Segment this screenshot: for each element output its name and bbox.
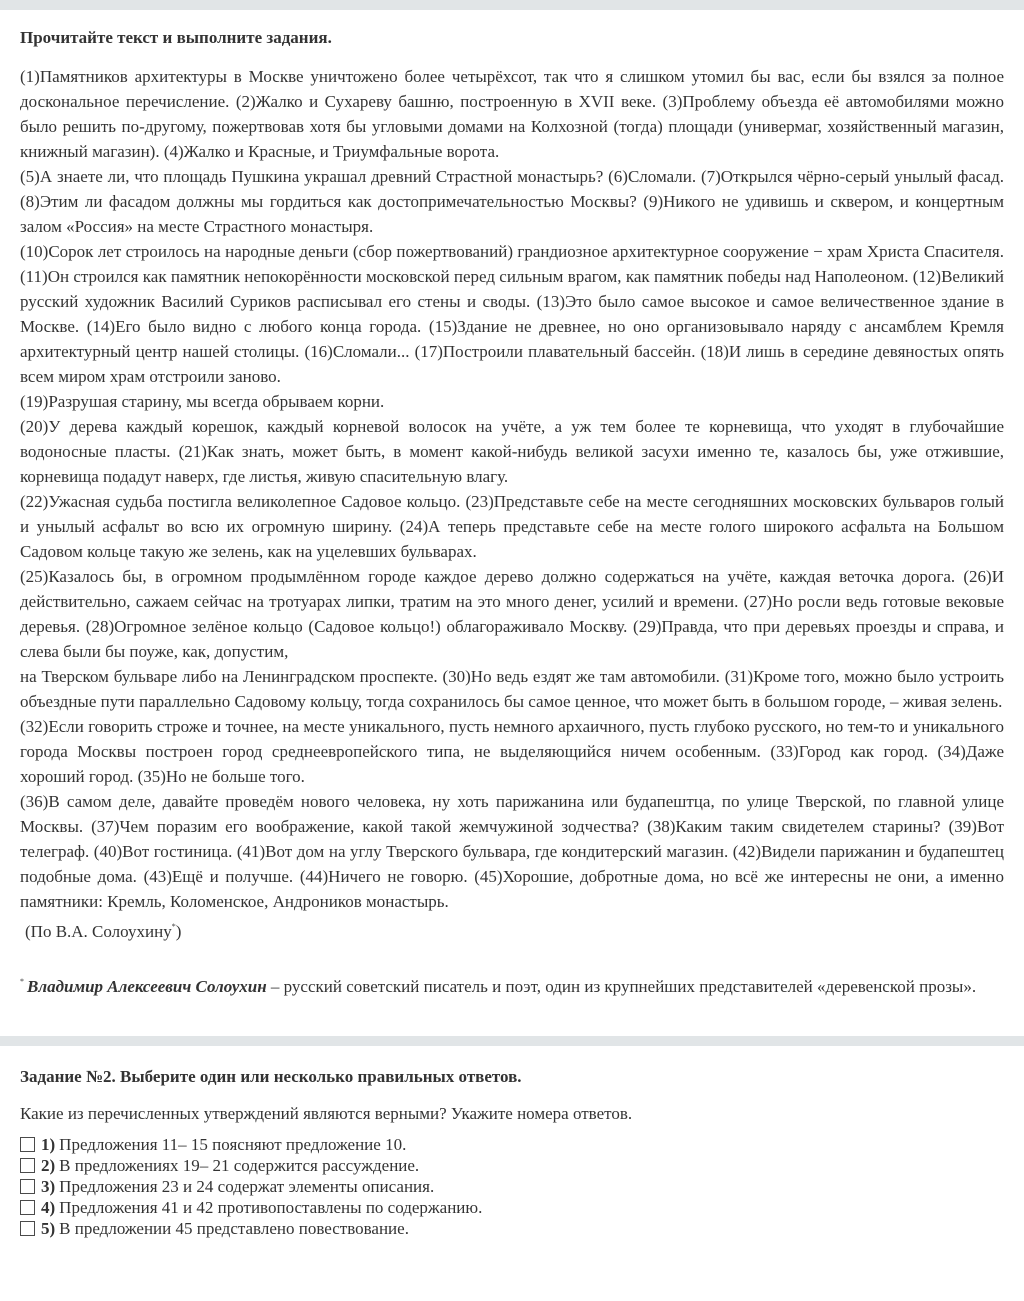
task-question: Какие из перечисленных утверждений являются верными? Укажите номера ответов.: [20, 1104, 633, 1123]
source-footnote-mark: *: [171, 922, 176, 931]
top-separator-bar: [0, 0, 1024, 10]
text-paragraph-7: (25)Казалось бы, в огромном продымлённом городе каждое дерево должно содержаться на учёте, каждая веточка дорога. (26)И действительно, сажаем сейчас на тротуарах липки, тратим на это много денег, усилий и времени. (27)Но росли ведь готовые вековые деревья. (28)Огромное зелёное кольцо (Садовое кольцо!) облагораживало Москву. (29)Правда, что при деревьях проезды и справа, и слева были бы поуже, как, допустим,: [20, 567, 1004, 661]
checkbox-2[interactable]: [20, 1158, 35, 1173]
reading-text: [20, 64, 1004, 944]
option-text: Предложения 41 и 42 противопоставлены по содержанию.: [59, 1198, 483, 1217]
option-number: 4): [41, 1198, 56, 1217]
source-text: (По В.А. Солоухину: [25, 922, 172, 941]
footnote-mark: *: [20, 977, 24, 986]
text-paragraph-8: на Тверском бульваре либо на Ленинградском проспекте. (30)Но ведь ездят же там автомобили. (31)Кроме того, можно было устроить объездные пути параллельно Садовому кольцу, тогда сохранилось бы самое ценное, что может быть в большом городе, – живая зелень.: [20, 667, 1004, 711]
answer-option-3[interactable]: [20, 1176, 1004, 1197]
section-separator-bar: [0, 1036, 1024, 1046]
option-number: 3): [41, 1177, 56, 1196]
checkbox-5[interactable]: [20, 1221, 35, 1236]
option-text: В предложениях 19– 21 содержится рассуждение.: [59, 1156, 420, 1175]
text-paragraph-1: (1)Памятников архитектуры в Москве уничтожено более четырёхсот, так что я слишком утомил бы вас, если бы взялся за полное доскональное перечисление. (2)Жалко и Сухареву башню, построенную в XVII веке. (3)Проблему объезда её автомобилями можно было решить по-другому, пожертвовав хотя бы угловыми домами на Колхозной (тогда) площади (универмаг, хозяйственный магазин, книжный магазин). (4)Жалко и Красные, и Триумфальные ворота.: [20, 67, 1004, 161]
instruction-heading: Прочитайте текст и выполните задания.: [20, 28, 332, 47]
task-title: Задание №2. Выберите один или несколько правильных ответов.: [20, 1067, 522, 1086]
text-paragraph-2: (5)А знаете ли, что площадь Пушкина украшал древний Страстной монастырь? (6)Сломали. (7)Открылся чёрно-серый унылый фасад. (8)Этим ли фасадом должны мы гордиться как достопримечательностью Москвы? (9)Никого не удивишь и сквером, и концертным залом «Россия» на месте Страстного монастыря.: [20, 167, 1004, 236]
text-paragraph-5: (20)У дерева каждый корешок, каждый корневой волосок на учёте, а уж тем более те корневища, что уходят в глубочайшие водоносные пласты. (21)Как знать, может быть, в момент какой-нибудь великой засухи именно те, казалось бы, уже отжившие, корневища подадут наверх, где листья, живую спасительную влагу.: [20, 417, 1004, 486]
source-close: ): [175, 922, 182, 941]
footnote-text: – русский советский писатель и поэт, один из крупнейших представителей «деревенской прозы».: [266, 977, 977, 996]
reading-section: [0, 10, 1024, 1036]
answer-options: [20, 1134, 1004, 1239]
author-footnote: [20, 969, 1004, 999]
answer-option-1[interactable]: [20, 1134, 1004, 1155]
checkbox-1[interactable]: [20, 1137, 35, 1152]
option-text: В предложении 45 представлено повествование.: [59, 1219, 409, 1238]
text-source: [25, 914, 1004, 944]
option-number: 5): [41, 1219, 56, 1238]
footnote-author: Владимир Алексеевич Солоухин: [27, 977, 267, 996]
text-paragraph-10: (36)В самом деле, давайте проведём нового человека, ну хоть парижанина или будапештца, по улице Тверской, по главной улице Москвы. (37)Чем поразим его воображение, какой такой жемчужиной зодчества? (38)Каким таким свидетелем старины? (39)Вот телеграф. (40)Вот гостиница. (41)Вот дом на углу Тверского бульвара, где кондитерский магазин. (42)Видели парижанин и будапештец подобные дома. (43)Ещё и получше. (44)Ничего не говорю. (45)Хорошие, добротные дома, но всё же интересны не они, а именно памятники: Кремль, Коломенское, Андроников монастырь.: [20, 792, 1004, 911]
option-number: 1): [41, 1135, 56, 1154]
answer-option-5[interactable]: [20, 1218, 1004, 1239]
text-paragraph-6: (22)Ужасная судьба постигла великолепное Садовое кольцо. (23)Представьте себе на месте сегодняшних московских бульваров голый и унылый асфальт во всю их огромную ширину. (24)А теперь представьте себе на месте голого широкого асфальта на Большом Садовом кольце такую же зелень, как на уцелевших бульварах.: [20, 492, 1004, 561]
checkbox-3[interactable]: [20, 1179, 35, 1194]
option-text: Предложения 11– 15 поясняют предложение 10.: [59, 1135, 407, 1154]
text-paragraph-4: (19)Разрушая старину, мы всегда обрываем корни.: [20, 392, 385, 411]
option-number: 2): [41, 1156, 56, 1175]
text-paragraph-9: (32)Если говорить строже и точнее, на месте уникального, пусть немного архаичного, пусть глубоко русского, но тем-то и уникального города Москвы построен город среднеевропейского типа, не выделяющийся ничем особенным. (33)Город как город. (34)Даже хороший город. (35)Но не больше того.: [20, 717, 1004, 786]
checkbox-4[interactable]: [20, 1200, 35, 1215]
text-paragraph-3: (10)Сорок лет строилось на народные деньги (сбор пожертвований) грандиозное архитектурное сооружение − храм Христа Спасителя. (11)Он строился как памятник непокорённости московской перед сильным врагом, как памятник победы над Наполеоном. (12)Великий русский художник Василий Суриков расписывал его стены и своды. (13)Это было самое высокое и самое величественное здание в Москве. (14)Его было видно с любого конца города. (15)Здание не древнее, но оно организовывало наряду с ансамблем Кремля архитектурный центр нашей столицы. (16)Сломали... (17)Построили плавательный бассейн. (18)И лишь в середине девяностых опять всем миром храм отстроили заново.: [20, 242, 1004, 386]
answer-option-4[interactable]: [20, 1197, 1004, 1218]
option-text: Предложения 23 и 24 содержат элементы описания.: [59, 1177, 435, 1196]
task-section: [0, 1046, 1024, 1239]
answer-option-2[interactable]: [20, 1155, 1004, 1176]
